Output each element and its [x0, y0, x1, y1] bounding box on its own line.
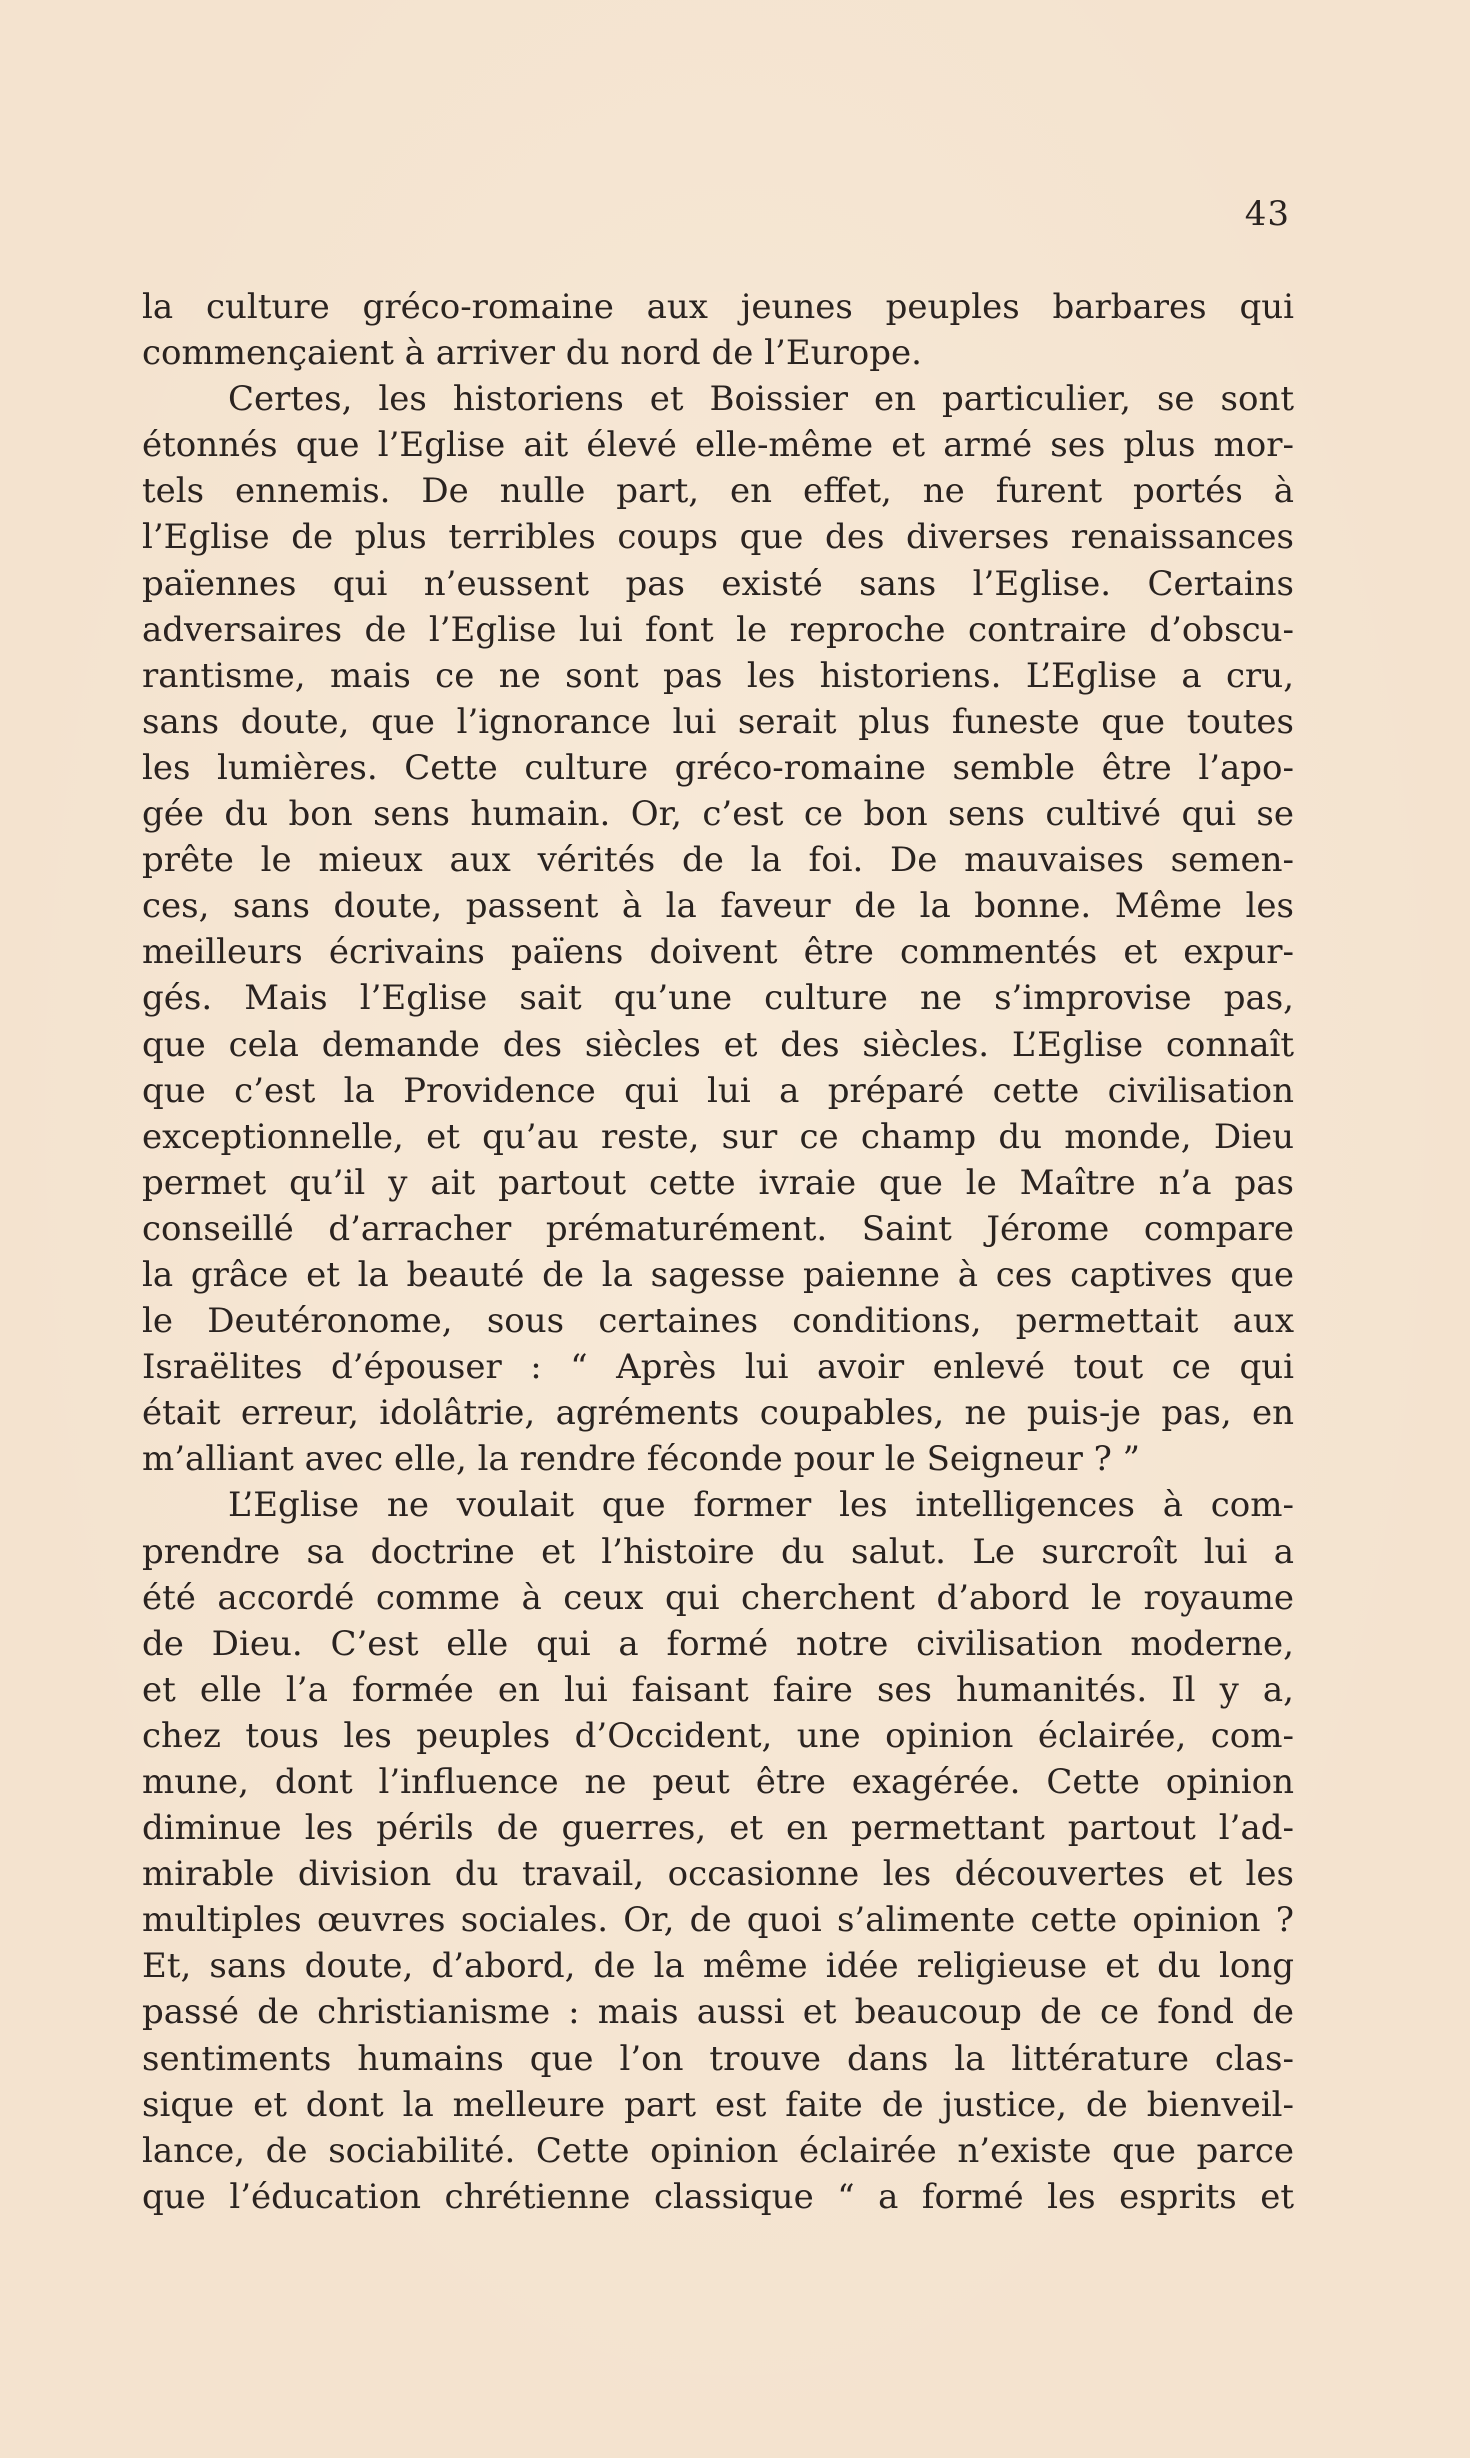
- text-line: païennes qui n’eussent pas existé sans l’Eglise. Certains: [142, 563, 1294, 604]
- text-line: m’alliant avec elle, la rendre féconde pour le Seigneur ? ”: [142, 1439, 1141, 1480]
- text-line: permet qu’il y ait partout cette ivraie que le Maître n’a pas: [142, 1162, 1294, 1203]
- text-line: sentiments humains que l’on trouve dans la littérature clas-: [142, 2038, 1294, 2079]
- text-line: rantisme, mais ce ne sont pas les historiens. L’Eglise a cru,: [142, 655, 1294, 696]
- text-line: L’Eglise ne voulait que former les intelligences à com-: [228, 1485, 1294, 1526]
- text-line: la grâce et la beauté de la sagesse paienne à ces captives que: [142, 1254, 1294, 1295]
- text-line: multiples œuvres sociales. Or, de quoi s’alimente cette opinion ?: [142, 1900, 1294, 1941]
- text-line: prête le mieux aux vérités de la foi. De mauvaises semen-: [142, 840, 1294, 881]
- text-line: ces, sans doute, passent à la faveur de la bonne. Même les: [142, 886, 1294, 927]
- text-line: prendre sa doctrine et l’histoire du salut. Le surcroît lui a: [142, 1531, 1294, 1572]
- text-line: passé de christianisme : mais aussi et beaucoup de ce fond de: [142, 1992, 1294, 2033]
- text-line: sique et dont la melleure part est faite de justice, de bienveil-: [142, 2084, 1294, 2125]
- text-line: commençaient à arriver du nord de l’Europe.: [142, 333, 922, 374]
- text-line: chez tous les peuples d’Occident, une opinion éclairée, com-: [142, 1715, 1294, 1756]
- text-line: que l’éducation chrétienne classique “ a formé les esprits et: [142, 2176, 1294, 2217]
- text-line: que c’est la Providence qui lui a préparé cette civilisation: [142, 1070, 1294, 1111]
- text-line: tels ennemis. De nulle part, en effet, ne furent portés à: [142, 471, 1294, 512]
- text-line: gée du bon sens humain. Or, c’est ce bon sens cultivé qui se: [142, 794, 1294, 835]
- text-line: conseillé d’arracher prématurément. Saint Jérome compare: [142, 1208, 1294, 1249]
- text-line: Et, sans doute, d’abord, de la même idée religieuse et du long: [142, 1946, 1294, 1987]
- text-line: lance, de sociabilité. Cette opinion éclairée n’existe que parce: [142, 2130, 1294, 2171]
- text-line: mirable division du travail, occasionne les découvertes et les: [142, 1854, 1294, 1895]
- text-line: le Deutéronome, sous certaines conditions, permettait aux: [142, 1301, 1294, 1342]
- text-line: adversaires de l’Eglise lui font le reproche contraire d’obscu-: [142, 609, 1294, 650]
- text-line: la culture gréco-romaine aux jeunes peuples barbares qui: [142, 287, 1294, 327]
- text-line: était erreur, idolâtrie, agréments coupables, ne puis-je pas, en: [142, 1393, 1294, 1434]
- text-line: que cela demande des siècles et des siècles. L’Eglise connaît: [142, 1024, 1294, 1065]
- body-text: [142, 284, 1294, 2220]
- page-number: 43: [1244, 194, 1290, 234]
- text-line: les lumières. Cette culture gréco-romaine semble être l’apo-: [142, 747, 1294, 788]
- text-line: et elle l’a formée en lui faisant faire ses humanités. Il y a,: [142, 1669, 1294, 1710]
- text-line: été accordé comme à ceux qui cherchent d’abord le royaume: [142, 1577, 1294, 1618]
- text-line: diminue les périls de guerres, et en permettant partout l’ad-: [142, 1808, 1294, 1849]
- text-line: mune, dont l’influence ne peut être exagérée. Cette opinion: [142, 1762, 1294, 1802]
- text-line: meilleurs écrivains païens doivent être commentés et expur-: [142, 932, 1294, 973]
- text-line: Certes, les historiens et Boissier en particulier, se sont: [228, 379, 1294, 420]
- text-line: l’Eglise de plus terribles coups que des diverses renaissances: [142, 517, 1294, 558]
- text-line: sans doute, que l’ignorance lui serait plus funeste que toutes: [142, 701, 1294, 742]
- text-line: étonnés que l’Eglise ait élevé elle-même et armé ses plus mor-: [142, 425, 1294, 466]
- text-line: Israëlites d’épouser : “ Après lui avoir enlevé tout ce qui: [142, 1347, 1294, 1388]
- text-line: exceptionnelle, et qu’au reste, sur ce champ du monde, Dieu: [142, 1116, 1294, 1157]
- text-line: gés. Mais l’Eglise sait qu’une culture ne s’improvise pas,: [142, 978, 1294, 1019]
- text-line: de Dieu. C’est elle qui a formé notre civilisation moderne,: [142, 1623, 1294, 1664]
